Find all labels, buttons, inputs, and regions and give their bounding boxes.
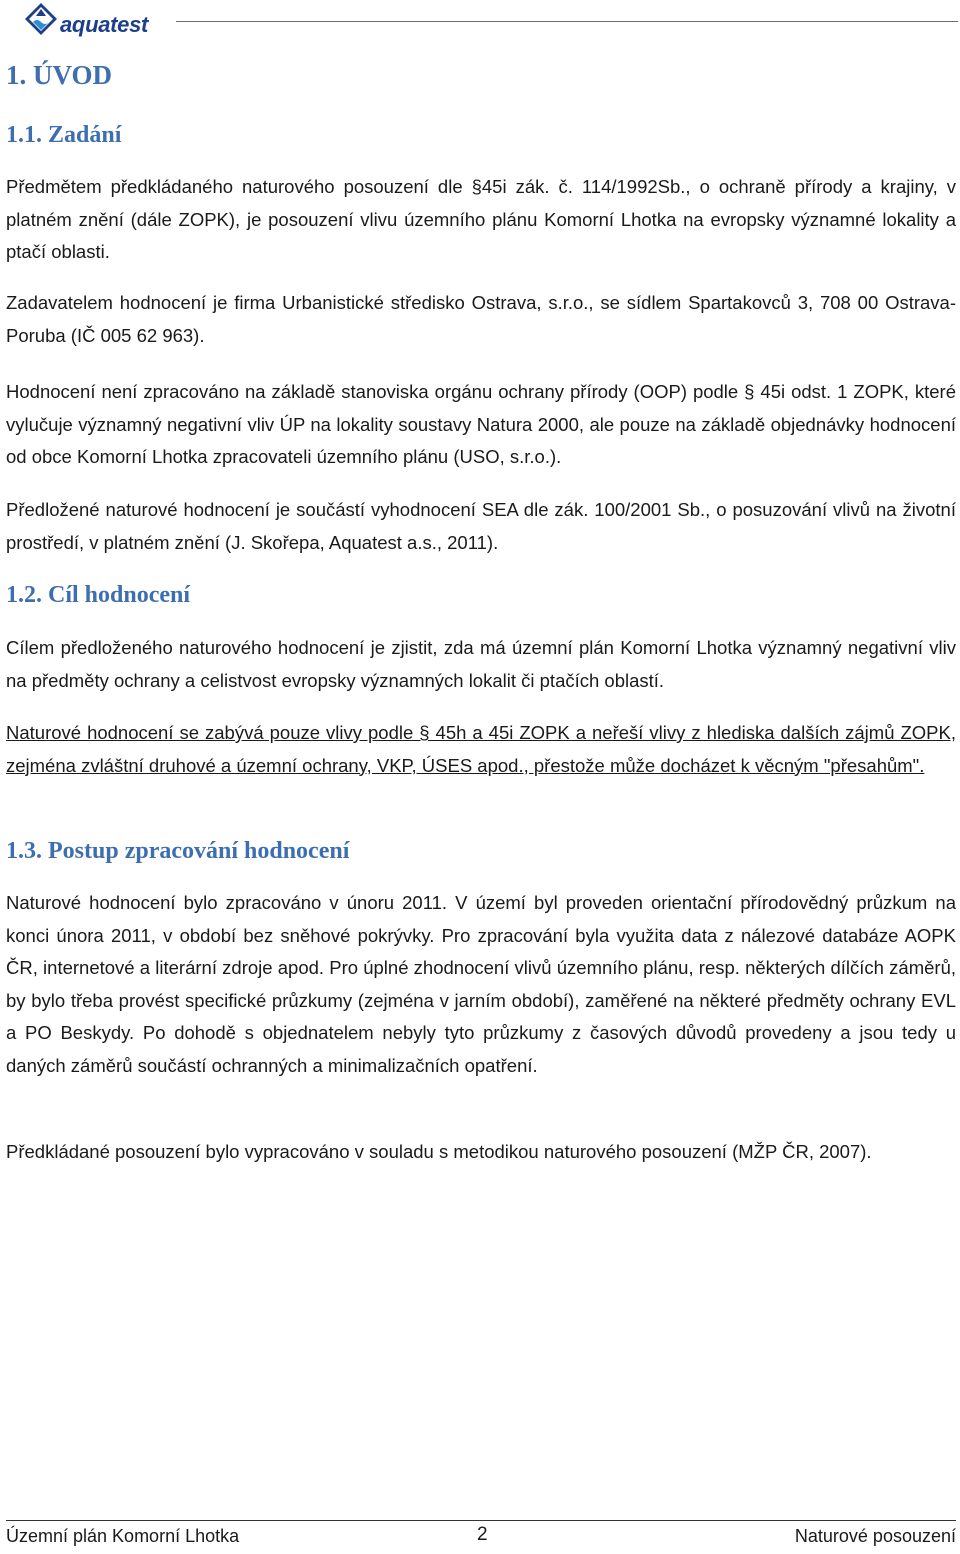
paragraph-predmet: Předmětem předkládaného naturového posouzení dle §45i zák. č. 114/1992Sb., o ochraně přírody a krajiny, v platném znění (dále ZOPK), je posouzení vlivu územního plánu Komorní Lhotka na evropsky významné lokality a ptačí oblasti. <box>6 176 956 262</box>
page-footer <box>6 1520 956 1554</box>
paragraph-hodnoceni: Hodnocení není zpracováno na základě stanoviska orgánu ochrany přírody (OOP) podle § 45i odst. 1 ZOPK, které vylučuje významný negativní vliv ÚP na lokality soustavy Natura 2000, ale pouze na základě objednávky hodnocení od obce Komorní Lhotka zpracovateli územního plánu (USO, s.r.o.). <box>6 381 956 467</box>
heading-zadani: 1.1. Zadání <box>6 122 122 148</box>
paragraph-cil: Cílem předloženého naturového hodnocení je zjistit, zda má územní plán Komorní Lhotka významný negativní vliv na předměty ochrany a celistvost evropsky významných lokalit či ptačích oblastí. <box>6 637 956 691</box>
page-header <box>0 0 960 40</box>
brand-logo <box>24 0 148 36</box>
brand-name: aquatest <box>60 12 149 37</box>
header-rule <box>176 21 958 22</box>
page-number: 2 <box>477 1524 488 1545</box>
paragraph-metodika: Předkládané posouzení bylo vypracováno v souladu s metodikou naturového posouzení (MŽP ČR, 2007). <box>6 1141 872 1162</box>
heading-postup: 1.3. Postup zpracování hodnocení <box>6 838 350 864</box>
heading-uvod: 1. ÚVOD <box>6 60 112 90</box>
paragraph-rozsah: Naturové hodnocení se zabývá pouze vlivy podle § 45h a 45i ZOPK a neřeší vlivy z hlediska dalších zájmů ZOPK, zejména zvláštní druhové a územní ochrany, VKP, ÚSES apod., přestože může docházet k věcným "přesahům". <box>6 722 956 776</box>
footer-rule <box>6 1520 956 1521</box>
heading-cil: 1.2. Cíl hodnocení <box>6 582 191 608</box>
footer-document-type: Naturové posouzení <box>794 1526 956 1546</box>
footer-document-title: Územní plán Komorní Lhotka <box>6 1526 240 1546</box>
paragraph-postup: Naturové hodnocení bylo zpracováno v únoru 2011. V území byl proveden orientační přírodovědný průzkum na konci února 2011, v období bez sněhové pokrývky. Pro zpracování byla využita data z nálezové databáze AOPK ČR, internetové a literární zdroje apod. Pro úplné zhodnocení vlivů územního plánu, resp. některých dílčích záměrů, by bylo třeba provést specifické průzkumy (zejména v jarním období), zaměřené na některé předměty ochrany EVL a PO Beskydy. Po dohodě s objednatelem nebyly tyto průzkumy z časových důvodů provedeny a jsou tedy u daných záměrů součástí ochranných a minimalizačních opatření. <box>6 892 956 1076</box>
paragraph-zadavatel: Zadavatelem hodnocení je firma Urbanistické středisko Ostrava, s.r.o., se sídlem Spartakovců 3, 708 00 Ostrava-Poruba (IČ 005 62 963). <box>6 292 956 346</box>
aquatest-diamond-icon <box>24 2 58 36</box>
paragraph-sea: Předložené naturové hodnocení je součástí vyhodnocení SEA dle zák. 100/2001 Sb., o posuzování vlivů na životní prostředí, v platném znění (J. Skořepa, Aquatest a.s., 2011). <box>6 499 956 553</box>
